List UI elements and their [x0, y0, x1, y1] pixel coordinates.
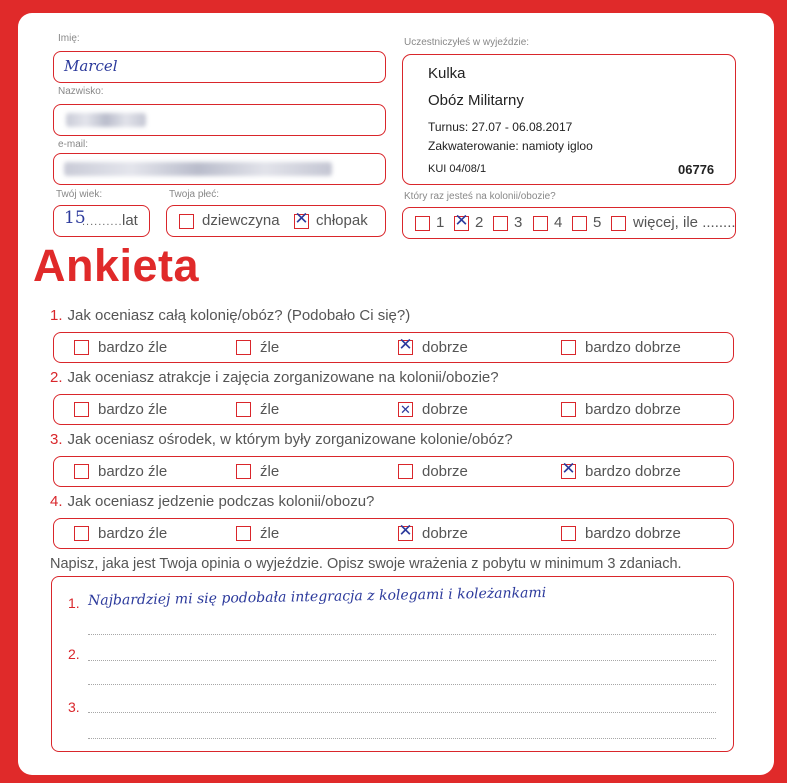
q1-option-bad: źle — [260, 339, 280, 356]
question-3-options — [53, 456, 734, 487]
opinion-prompt: Napisz, jaka jest Twoja opinia o wyjeździe. Opisz swoje wrażenia z pobytu w minimum 3 zdaniach. — [50, 556, 682, 572]
times-option-more: więcej, ile ........ — [633, 214, 736, 231]
q3-option-bad: źle — [260, 463, 280, 480]
q1-checkbox-bad[interactable] — [236, 340, 251, 355]
q3-option-good: dobrze — [422, 463, 468, 480]
check-mark-icon: ✕ — [398, 521, 413, 541]
times-checkbox-more[interactable] — [611, 216, 626, 231]
q3-checkbox-very-good[interactable] — [561, 459, 576, 479]
question-2 — [50, 369, 499, 386]
email-field[interactable] — [53, 153, 386, 185]
gender-field — [166, 205, 386, 237]
gender-label: Twoja płeć: — [169, 189, 220, 200]
q4-checkbox-very-bad[interactable] — [74, 526, 89, 541]
q4-checkbox-good[interactable] — [398, 521, 413, 541]
check-mark-icon: ✕ — [454, 211, 469, 231]
question-4 — [50, 493, 374, 510]
q2-checkbox-very-good[interactable] — [561, 402, 576, 417]
q4-option-very-bad: bardzo źle — [98, 525, 168, 542]
opinion-line-number-2: 2. — [68, 646, 80, 662]
trip-turnus: Turnus: 27.07 - 06.08.2017 — [428, 120, 573, 134]
times-option-5: 5 — [593, 214, 602, 231]
q1-checkbox-very-bad[interactable] — [74, 340, 89, 355]
times-label: Który raz jesteś na kolonii/obozie? — [404, 191, 556, 202]
q3-option-very-good: bardzo dobrze — [585, 463, 681, 480]
surname-label: Nazwisko: — [58, 86, 104, 97]
question-2-text: Jak oceniasz atrakcje i zajęcia zorganizowane na kolonii/obozie? — [67, 369, 499, 386]
age-label: Twój wiek: — [56, 189, 103, 200]
q3-checkbox-very-bad[interactable] — [74, 464, 89, 479]
trip-number: 06776 — [678, 162, 715, 177]
gender-option-boy: chłopak — [316, 212, 368, 229]
q3-checkbox-good[interactable] — [398, 464, 413, 479]
q4-option-good: dobrze — [422, 525, 468, 542]
gender-checkbox-boy[interactable] — [294, 209, 309, 229]
q2-option-very-bad: bardzo źle — [98, 401, 168, 418]
question-1-text: Jak oceniasz całą kolonię/obóz? (Podobało Ci się?) — [67, 307, 411, 324]
question-1-number: 1. — [50, 307, 63, 324]
age-dots: .......... — [82, 216, 123, 228]
check-mark-icon: ✕ — [561, 459, 576, 479]
opinion-line-number-3: 3. — [68, 699, 80, 715]
trip-line1: Kulka — [428, 65, 466, 82]
check-mark-icon: ✕ — [398, 335, 413, 355]
trip-code: KUI 04/08/1 — [428, 163, 487, 175]
question-4-text: Jak oceniasz jedzenie podczas kolonii/obozu? — [67, 493, 375, 510]
gender-option-girl: dziewczyna — [202, 212, 280, 229]
trip-info-box — [402, 54, 736, 185]
question-3 — [50, 431, 513, 448]
q1-option-good: dobrze — [422, 339, 468, 356]
answer-line — [88, 684, 716, 685]
question-4-options — [53, 518, 734, 549]
age-field[interactable] — [53, 205, 150, 237]
q2-option-bad: źle — [260, 401, 280, 418]
check-mark-icon: ✕ — [400, 403, 411, 418]
q3-checkbox-bad[interactable] — [236, 464, 251, 479]
age-value: 15 — [64, 208, 86, 228]
q1-checkbox-good[interactable] — [398, 335, 413, 355]
q2-checkbox-very-bad[interactable] — [74, 402, 89, 417]
name-value: Marcel — [64, 57, 118, 75]
times-field — [402, 207, 736, 239]
survey-title: Ankieta — [33, 240, 200, 291]
times-option-1: 1 — [436, 214, 445, 231]
age-unit: lat — [122, 212, 138, 229]
opinion-line-number-1: 1. — [68, 595, 80, 611]
times-checkbox-1[interactable] — [415, 216, 430, 231]
q1-checkbox-very-good[interactable] — [561, 340, 576, 355]
answer-line — [88, 738, 716, 739]
question-3-text: Jak oceniasz ośrodek, w którym były zorganizowane kolonie/obóz? — [67, 431, 513, 448]
q4-option-bad: źle — [260, 525, 280, 542]
times-option-4: 4 — [554, 214, 563, 231]
q1-option-very-bad: bardzo źle — [98, 339, 168, 356]
email-label: e-mail: — [58, 139, 89, 150]
question-1 — [50, 307, 410, 324]
email-redacted — [64, 162, 332, 176]
q4-checkbox-bad[interactable] — [236, 526, 251, 541]
answer-line — [88, 634, 716, 635]
times-option-3: 3 — [514, 214, 523, 231]
q2-option-very-good: bardzo dobrze — [585, 401, 681, 418]
surname-field[interactable] — [53, 104, 386, 136]
question-3-number: 3. — [50, 431, 63, 448]
name-field[interactable] — [53, 51, 386, 83]
times-option-2: 2 — [475, 214, 484, 231]
surname-redacted — [66, 113, 146, 127]
q2-checkbox-good[interactable] — [398, 402, 413, 417]
check-mark-icon: ✕ — [294, 209, 309, 229]
trip-line2: Obóz Militarny — [428, 92, 524, 109]
question-1-options — [53, 332, 734, 363]
times-checkbox-2[interactable] — [454, 211, 469, 231]
q1-option-very-good: bardzo dobrze — [585, 339, 681, 356]
q4-option-very-good: bardzo dobrze — [585, 525, 681, 542]
name-label: Imię: — [58, 33, 80, 44]
q2-checkbox-bad[interactable] — [236, 402, 251, 417]
answer-line — [88, 712, 716, 713]
answer-line — [88, 660, 716, 661]
trip-accommodation: Zakwaterowanie: namioty igloo — [428, 139, 593, 153]
times-checkbox-3[interactable] — [493, 216, 508, 231]
question-2-number: 2. — [50, 369, 63, 386]
trip-label: Uczestniczyłeś w wyjeździe: — [404, 37, 530, 48]
times-checkbox-4[interactable] — [533, 216, 548, 231]
question-4-number: 4. — [50, 493, 63, 510]
q3-option-very-bad: bardzo źle — [98, 463, 168, 480]
question-2-options — [53, 394, 734, 425]
gender-checkbox-girl[interactable] — [179, 214, 194, 229]
opinion-answer-1: Najbardziej mi się podobała integracja z kolegami i koleżankami — [87, 585, 547, 609]
opinion-field[interactable] — [51, 576, 734, 752]
q4-checkbox-very-good[interactable] — [561, 526, 576, 541]
times-checkbox-5[interactable] — [572, 216, 587, 231]
q2-option-good: dobrze — [422, 401, 468, 418]
